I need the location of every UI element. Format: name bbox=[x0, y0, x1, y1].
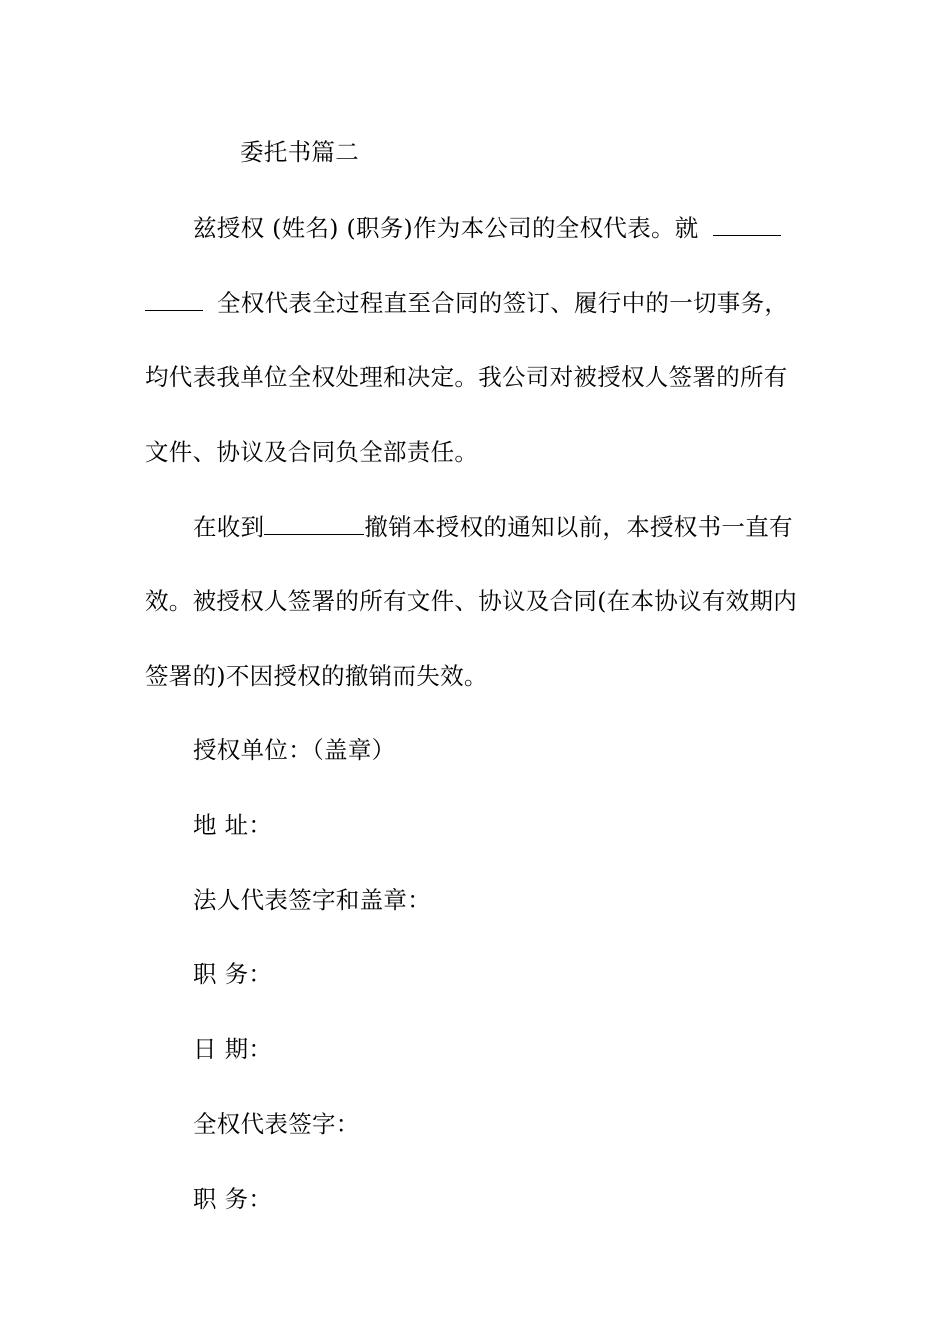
paragraph-1-line-4: 文件、协议及合同负全部责任。 bbox=[145, 438, 479, 466]
blank-line bbox=[713, 211, 781, 236]
field-date: 日 期： bbox=[193, 1035, 273, 1063]
paragraph-2-line-1-before: 在收到 bbox=[193, 513, 265, 541]
field-position-2: 职 务： bbox=[193, 1185, 273, 1213]
paragraph-1-line-3: 均代表我单位全权处理和决定。我公司对被授权人签署的所有 bbox=[145, 363, 788, 391]
field-authorizing-unit: 授权单位：（盖章） bbox=[193, 736, 396, 764]
field-position-1: 职 务： bbox=[193, 960, 273, 988]
field-address: 地 址： bbox=[193, 811, 273, 839]
paragraph-2-line-1-after: 撤销本授权的通知以前，本授权书一直有 bbox=[364, 513, 793, 541]
paragraph-2-line-1 bbox=[193, 510, 793, 543]
field-agent-signature: 全权代表签字： bbox=[193, 1110, 360, 1138]
paragraph-1-line-2 bbox=[145, 286, 788, 319]
paragraph-1-line-2-text: 全权代表全过程直至合同的签订、履行中的一切事务， bbox=[217, 289, 789, 317]
field-legal-rep-signature: 法人代表签字和盖章： bbox=[193, 886, 431, 914]
blank-line bbox=[264, 510, 364, 535]
blank-line bbox=[145, 286, 203, 311]
paragraph-1-line-1-text: 兹授权 (姓名) (职务)作为本公司的全权代表。就 bbox=[193, 214, 699, 242]
document-title: 委托书篇二 bbox=[240, 138, 359, 166]
paragraph-2-line-3: 签署的)不因授权的撤销而失效。 bbox=[145, 662, 488, 690]
paragraph-1-line-1 bbox=[193, 211, 781, 244]
paragraph-2-line-2: 效。被授权人签署的所有文件、协议及合同(在本协议有效期内 bbox=[145, 587, 798, 615]
